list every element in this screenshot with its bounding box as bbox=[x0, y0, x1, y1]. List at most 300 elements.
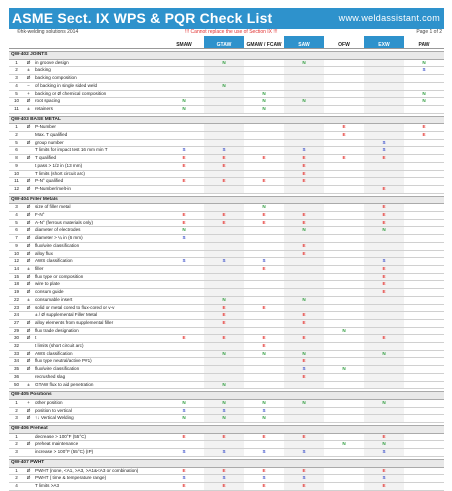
warning-text: !!! Cannot replace the use of Section IX !!! bbox=[185, 29, 278, 35]
variable-mark bbox=[204, 170, 244, 178]
variable-mark bbox=[404, 350, 444, 358]
variable-mark bbox=[284, 289, 324, 297]
variable-mark bbox=[404, 185, 444, 193]
variable-row bbox=[9, 467, 444, 475]
variable-description: F-N° bbox=[33, 212, 164, 220]
variable-mark bbox=[324, 139, 364, 147]
section-title: QW-404 Filler Metals bbox=[9, 196, 444, 204]
process-header: GMAW / FCAW bbox=[244, 36, 284, 49]
variable-symbol: Ø bbox=[24, 407, 33, 415]
variable-mark bbox=[324, 433, 364, 441]
variable-mark: N bbox=[284, 296, 324, 304]
variable-mark bbox=[244, 296, 284, 304]
variable-mark bbox=[164, 90, 204, 98]
variable-number: 29 bbox=[9, 327, 24, 335]
variable-mark bbox=[404, 482, 444, 490]
variable-mark bbox=[324, 399, 364, 407]
variable-mark bbox=[284, 124, 324, 132]
variable-description: ↑↓ Vertical Welding bbox=[33, 415, 164, 423]
variable-mark: E bbox=[364, 281, 404, 289]
variable-mark bbox=[404, 335, 444, 343]
section-title: QW-403 BASE METAL bbox=[9, 116, 444, 124]
variable-mark bbox=[244, 67, 284, 75]
variable-mark bbox=[404, 366, 444, 374]
variable-mark bbox=[404, 75, 444, 83]
variable-mark bbox=[164, 185, 204, 193]
variable-symbol: Ø bbox=[24, 219, 33, 227]
variable-description: T limits for impact test 16 mm min T bbox=[33, 147, 164, 155]
variable-description: flux type or composition bbox=[33, 273, 164, 281]
variable-description: wire to plate bbox=[33, 281, 164, 289]
variable-number: 7 bbox=[9, 235, 24, 243]
variable-mark bbox=[404, 265, 444, 273]
variable-mark bbox=[164, 296, 204, 304]
variable-mark bbox=[324, 373, 364, 381]
variable-number: 34 bbox=[9, 358, 24, 366]
variable-mark bbox=[284, 415, 324, 423]
variable-mark: S bbox=[204, 449, 244, 457]
variable-mark bbox=[284, 258, 324, 266]
variable-mark: N bbox=[324, 327, 364, 335]
variable-symbol: Ø bbox=[24, 204, 33, 212]
variable-mark bbox=[204, 242, 244, 250]
website-link[interactable]: www.weldassistant.com bbox=[338, 13, 440, 23]
variable-symbol: ± bbox=[24, 296, 33, 304]
variable-mark bbox=[324, 219, 364, 227]
variable-description: preheat maintenance bbox=[33, 441, 164, 449]
variable-mark bbox=[204, 265, 244, 273]
variable-mark: E bbox=[164, 433, 204, 441]
variable-mark: S bbox=[204, 147, 244, 155]
variable-number: 2 bbox=[9, 407, 24, 415]
variable-mark: E bbox=[284, 162, 324, 170]
variable-mark bbox=[404, 343, 444, 351]
variable-mark: S bbox=[164, 235, 204, 243]
variable-number: 35 bbox=[9, 366, 24, 374]
section-title: QW-402 JOINTS bbox=[9, 52, 444, 60]
variable-mark bbox=[284, 67, 324, 75]
variable-mark bbox=[364, 105, 404, 113]
variable-symbol: ± bbox=[24, 265, 33, 273]
variable-mark bbox=[404, 281, 444, 289]
variable-mark bbox=[244, 82, 284, 90]
variable-mark bbox=[364, 235, 404, 243]
variable-description: root spacing bbox=[33, 98, 164, 106]
variable-mark bbox=[324, 265, 364, 273]
variable-row bbox=[9, 366, 444, 374]
variable-mark: N bbox=[364, 227, 404, 235]
variable-description: A-N° (ferrous materials only) bbox=[33, 219, 164, 227]
variable-mark bbox=[204, 273, 244, 281]
variable-row bbox=[9, 75, 444, 83]
variable-mark bbox=[284, 343, 324, 351]
variable-row bbox=[9, 258, 444, 266]
variable-mark: S bbox=[164, 449, 204, 457]
variable-symbol: ± bbox=[24, 67, 33, 75]
variable-mark bbox=[164, 366, 204, 374]
variable-mark bbox=[324, 67, 364, 75]
variable-description: flux/wire classification bbox=[33, 242, 164, 250]
variable-mark bbox=[284, 75, 324, 83]
variable-symbol: − bbox=[24, 82, 33, 90]
variable-mark bbox=[204, 124, 244, 132]
variable-mark bbox=[324, 335, 364, 343]
variable-mark bbox=[364, 170, 404, 178]
variable-row bbox=[9, 449, 444, 457]
section-header bbox=[9, 459, 444, 467]
variable-mark bbox=[204, 289, 244, 297]
variable-mark: E bbox=[324, 155, 364, 163]
variable-mark bbox=[404, 139, 444, 147]
variable-mark bbox=[404, 242, 444, 250]
variable-mark bbox=[364, 178, 404, 186]
variable-row bbox=[9, 147, 444, 155]
variable-symbol: Ø bbox=[24, 350, 33, 358]
variable-mark bbox=[164, 265, 204, 273]
variable-number: 6 bbox=[9, 147, 24, 155]
variable-mark bbox=[204, 132, 244, 140]
variable-mark bbox=[364, 75, 404, 83]
variable-description: t bbox=[33, 335, 164, 343]
variable-mark bbox=[324, 82, 364, 90]
variable-mark bbox=[364, 373, 404, 381]
variable-row bbox=[9, 250, 444, 258]
variable-symbol: Ø bbox=[24, 155, 33, 163]
variable-row bbox=[9, 155, 444, 163]
variable-mark bbox=[164, 124, 204, 132]
variable-mark: S bbox=[284, 147, 324, 155]
variable-mark bbox=[284, 441, 324, 449]
variable-row bbox=[9, 204, 444, 212]
variable-mark bbox=[324, 90, 364, 98]
process-header: SMAW bbox=[164, 36, 204, 49]
variable-mark bbox=[164, 67, 204, 75]
variable-mark bbox=[324, 75, 364, 83]
variable-number: 5 bbox=[9, 139, 24, 147]
variable-description: decrease > 100°F (55°C) bbox=[33, 433, 164, 441]
variable-mark bbox=[164, 242, 204, 250]
variable-number: 2 bbox=[9, 441, 24, 449]
variable-mark bbox=[404, 235, 444, 243]
variable-mark bbox=[164, 204, 204, 212]
variable-description: diameter of electrodes bbox=[33, 227, 164, 235]
variable-mark bbox=[404, 319, 444, 327]
variable-symbol bbox=[24, 147, 33, 155]
variable-number: 1 bbox=[9, 399, 24, 407]
variable-mark bbox=[164, 350, 204, 358]
variable-mark bbox=[204, 90, 244, 98]
variable-mark bbox=[164, 59, 204, 67]
variable-mark: E bbox=[324, 124, 364, 132]
variable-description: recrushed slag bbox=[33, 373, 164, 381]
variable-mark: E bbox=[324, 132, 364, 140]
variable-mark: E bbox=[204, 335, 244, 343]
variable-row bbox=[9, 170, 444, 178]
variable-mark: E bbox=[284, 335, 324, 343]
variable-mark bbox=[324, 350, 364, 358]
variable-symbol: Ø bbox=[24, 212, 33, 220]
variable-mark: S bbox=[284, 475, 324, 483]
variable-symbol bbox=[24, 312, 33, 320]
variable-mark: S bbox=[164, 147, 204, 155]
variable-mark bbox=[284, 204, 324, 212]
variable-mark bbox=[404, 312, 444, 320]
variable-number: 23 bbox=[9, 304, 24, 312]
variable-mark: S bbox=[364, 449, 404, 457]
variable-mark bbox=[244, 147, 284, 155]
variable-row bbox=[9, 304, 444, 312]
variable-mark bbox=[244, 170, 284, 178]
process-header: OFW bbox=[324, 36, 364, 49]
variable-row bbox=[9, 335, 444, 343]
variable-mark bbox=[284, 407, 324, 415]
variable-mark bbox=[284, 304, 324, 312]
variable-mark bbox=[324, 162, 364, 170]
variable-row bbox=[9, 67, 444, 75]
variable-number: 3 bbox=[9, 415, 24, 423]
variable-description: GTAW flux to aid penetration bbox=[33, 381, 164, 389]
variable-mark bbox=[324, 59, 364, 67]
process-header: GTAW bbox=[204, 36, 244, 49]
variable-mark bbox=[364, 132, 404, 140]
variable-mark bbox=[324, 358, 364, 366]
variable-mark: S bbox=[204, 475, 244, 483]
header-blank bbox=[9, 36, 164, 49]
variable-mark bbox=[204, 358, 244, 366]
variable-mark: E bbox=[244, 219, 284, 227]
variable-mark: N bbox=[204, 59, 244, 67]
variable-mark bbox=[164, 327, 204, 335]
variable-number: 1 bbox=[9, 59, 24, 67]
variable-row bbox=[9, 350, 444, 358]
variable-mark bbox=[204, 343, 244, 351]
variable-mark bbox=[204, 75, 244, 83]
variable-mark bbox=[404, 358, 444, 366]
variable-mark bbox=[324, 212, 364, 220]
variable-symbol bbox=[24, 449, 33, 457]
variable-mark: E bbox=[364, 265, 404, 273]
variable-mark bbox=[204, 327, 244, 335]
variable-mark bbox=[404, 212, 444, 220]
variable-mark bbox=[404, 155, 444, 163]
variable-mark: E bbox=[204, 312, 244, 320]
variable-row bbox=[9, 407, 444, 415]
variable-mark bbox=[364, 67, 404, 75]
variable-description: filler bbox=[33, 265, 164, 273]
variable-number: 24 bbox=[9, 312, 24, 320]
variable-description: backing bbox=[33, 67, 164, 75]
variable-symbol bbox=[24, 433, 33, 441]
variable-mark bbox=[204, 373, 244, 381]
variable-description: t pass > 1/2 in (13 mm) bbox=[33, 162, 164, 170]
variable-description: flux trade designation bbox=[33, 327, 164, 335]
variable-mark bbox=[164, 381, 204, 389]
variable-number: 9 bbox=[9, 242, 24, 250]
variable-row bbox=[9, 227, 444, 235]
variable-number: 12 bbox=[9, 185, 24, 193]
variable-mark: N bbox=[244, 105, 284, 113]
variable-mark bbox=[244, 358, 284, 366]
variable-mark bbox=[364, 366, 404, 374]
variable-row bbox=[9, 319, 444, 327]
variable-mark bbox=[244, 124, 284, 132]
variable-mark bbox=[364, 90, 404, 98]
variable-number: 19 bbox=[9, 289, 24, 297]
variable-mark bbox=[404, 227, 444, 235]
variable-description: flux/wire classification bbox=[33, 366, 164, 374]
variable-mark bbox=[164, 289, 204, 297]
variable-symbol: Ø bbox=[24, 319, 33, 327]
variable-symbol: Ø bbox=[24, 441, 33, 449]
process-header-row bbox=[9, 36, 444, 49]
variable-mark: E bbox=[204, 467, 244, 475]
section-title: QW-405 Positions bbox=[9, 392, 444, 400]
variable-mark: E bbox=[164, 178, 204, 186]
variable-symbol bbox=[24, 343, 33, 351]
variable-number: 11 bbox=[9, 105, 24, 113]
variable-mark: E bbox=[284, 433, 324, 441]
variable-mark: E bbox=[244, 178, 284, 186]
variable-row bbox=[9, 212, 444, 220]
variable-mark: E bbox=[404, 132, 444, 140]
variable-mark bbox=[244, 59, 284, 67]
variable-symbol: Ø bbox=[24, 258, 33, 266]
variable-mark bbox=[364, 162, 404, 170]
variable-number: 4 bbox=[9, 482, 24, 490]
section-header bbox=[9, 426, 444, 434]
variable-mark bbox=[404, 407, 444, 415]
variable-symbol: Ø bbox=[24, 304, 33, 312]
variable-row bbox=[9, 327, 444, 335]
variable-mark bbox=[324, 482, 364, 490]
variable-description: t limits (short circuit arc) bbox=[33, 343, 164, 351]
variable-row bbox=[9, 185, 444, 193]
variable-row bbox=[9, 265, 444, 273]
variable-mark bbox=[404, 449, 444, 457]
variable-mark: N bbox=[284, 227, 324, 235]
variable-symbol: Ø bbox=[24, 139, 33, 147]
variable-mark bbox=[324, 250, 364, 258]
variable-row bbox=[9, 82, 444, 90]
variable-mark bbox=[324, 415, 364, 423]
variable-number: 11 bbox=[9, 178, 24, 186]
variable-mark: N bbox=[364, 399, 404, 407]
variable-mark bbox=[404, 204, 444, 212]
variable-mark bbox=[284, 90, 324, 98]
variable-row bbox=[9, 343, 444, 351]
variable-mark: N bbox=[404, 90, 444, 98]
variable-row bbox=[9, 281, 444, 289]
variable-description: ± / Ø supplemental Filler Metal bbox=[33, 312, 164, 320]
variable-mark bbox=[244, 242, 284, 250]
variable-mark: E bbox=[244, 335, 284, 343]
variable-row bbox=[9, 289, 444, 297]
variable-mark bbox=[244, 139, 284, 147]
variable-mark bbox=[164, 343, 204, 351]
variable-mark bbox=[364, 98, 404, 106]
variable-mark bbox=[324, 312, 364, 320]
variable-mark bbox=[364, 312, 404, 320]
variable-mark bbox=[324, 381, 364, 389]
variable-mark bbox=[204, 441, 244, 449]
variable-mark: E bbox=[364, 185, 404, 193]
variable-symbol: Ø bbox=[24, 366, 33, 374]
variable-symbol: Ø bbox=[24, 59, 33, 67]
variable-row bbox=[9, 235, 444, 243]
variable-description: backing or Ø chemical composition bbox=[33, 90, 164, 98]
variable-symbol: ± bbox=[24, 105, 33, 113]
variable-mark bbox=[164, 75, 204, 83]
variable-mark bbox=[404, 82, 444, 90]
variable-mark bbox=[284, 105, 324, 113]
variable-mark bbox=[404, 304, 444, 312]
variable-description: T limits (short circuit arc) bbox=[33, 170, 164, 178]
variable-mark bbox=[324, 475, 364, 483]
page-number: Page 1 of 2 bbox=[416, 29, 442, 35]
variable-mark: S bbox=[364, 147, 404, 155]
variable-mark bbox=[164, 139, 204, 147]
variable-row bbox=[9, 178, 444, 186]
variable-mark bbox=[284, 327, 324, 335]
variable-mark bbox=[404, 415, 444, 423]
variable-mark: N bbox=[284, 59, 324, 67]
copyright-text: ©hk-welding solutions 2014 bbox=[17, 29, 79, 35]
variable-mark bbox=[404, 441, 444, 449]
variable-mark: E bbox=[364, 467, 404, 475]
variable-row bbox=[9, 441, 444, 449]
variable-description: PWHT (none, <A1, >A3, >A1&<A3 or combination) bbox=[33, 467, 164, 475]
variable-mark bbox=[164, 304, 204, 312]
variable-symbol bbox=[24, 162, 33, 170]
variable-number: 4 bbox=[9, 82, 24, 90]
checklist-table bbox=[9, 36, 444, 491]
variable-number: 2 bbox=[9, 67, 24, 75]
variable-description: solid or metal cored to flux-cored or v-v bbox=[33, 304, 164, 312]
variable-mark: E bbox=[164, 482, 204, 490]
variable-mark: E bbox=[284, 319, 324, 327]
variable-row bbox=[9, 242, 444, 250]
variable-description: AWS classification bbox=[33, 258, 164, 266]
variable-mark: E bbox=[244, 343, 284, 351]
variable-mark bbox=[324, 242, 364, 250]
variable-mark bbox=[324, 204, 364, 212]
variable-description: backing composition bbox=[33, 75, 164, 83]
variable-mark bbox=[244, 327, 284, 335]
variable-number: 3 bbox=[9, 75, 24, 83]
variable-mark bbox=[324, 449, 364, 457]
variable-number: 33 bbox=[9, 350, 24, 358]
variable-mark: E bbox=[244, 212, 284, 220]
variable-mark: E bbox=[364, 335, 404, 343]
variable-mark bbox=[164, 441, 204, 449]
variable-row bbox=[9, 98, 444, 106]
title-bar bbox=[9, 8, 444, 29]
process-header: PAW bbox=[404, 36, 444, 49]
variable-mark: E bbox=[204, 162, 244, 170]
variable-mark bbox=[164, 358, 204, 366]
variable-number: 15 bbox=[9, 273, 24, 281]
variable-mark bbox=[164, 82, 204, 90]
variable-mark: N bbox=[164, 227, 204, 235]
section-header bbox=[9, 392, 444, 400]
variable-mark: S bbox=[284, 366, 324, 374]
variable-mark bbox=[324, 147, 364, 155]
variable-mark: E bbox=[284, 467, 324, 475]
variable-description: increase > 100°F (55°C) (IP) bbox=[33, 449, 164, 457]
variable-mark: E bbox=[364, 289, 404, 297]
variable-mark: S bbox=[204, 407, 244, 415]
variable-mark bbox=[204, 105, 244, 113]
